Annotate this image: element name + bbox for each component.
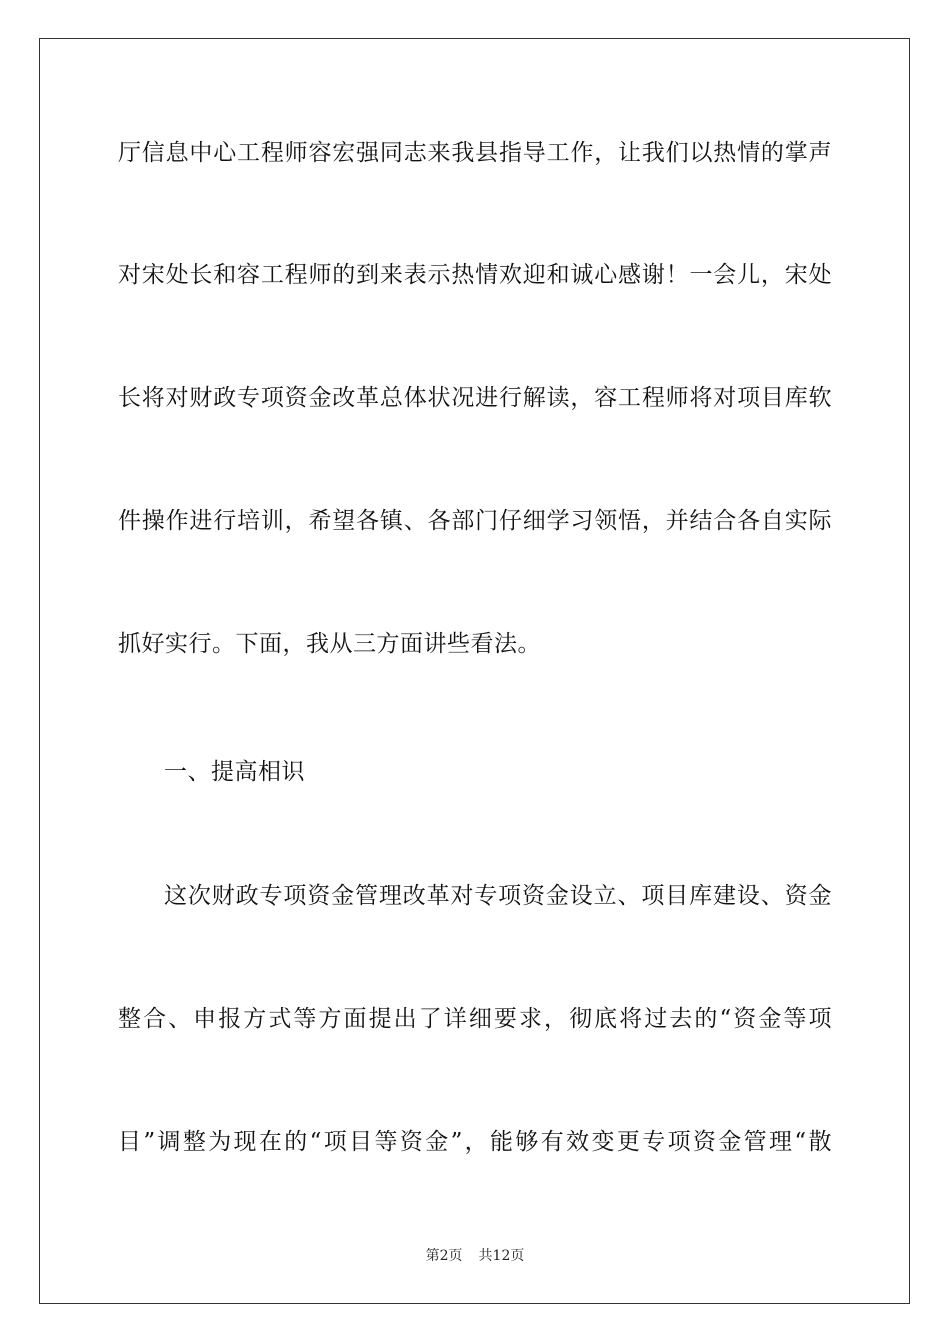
page-border: [39, 38, 910, 1304]
section-heading: 一、提高相识: [164, 759, 305, 785]
paragraph-1-line-3: 长将对财政专项资金改革总体状况进行解读，容工程师将对项目库软: [118, 385, 832, 411]
page-number: 第2页: [425, 1248, 463, 1264]
paragraph-2-line-3: 目”调整为现在的“项目等资金”，能够有效变更专项资金管理“散: [118, 1129, 832, 1155]
paragraph-2-line-1: 这次财政专项资金管理改革对专项资金设立、项目库建设、资金: [164, 883, 832, 909]
paragraph-1-line-2: 对宋处长和容工程师的到来表示热情欢迎和诚心感谢！一会儿，宋处: [118, 262, 832, 288]
paragraph-1-line-1: 厅信息中心工程师容宏强同志来我县指导工作，让我们以热情的掌声: [118, 140, 832, 166]
paragraph-1-line-5: 抓好实行。下面，我从三方面讲些看法。: [118, 631, 541, 657]
page-footer: [0, 1247, 950, 1265]
paragraph-2-line-2: 整合、申报方式等方面提出了详细要求，彻底将过去的“资金等项: [118, 1006, 832, 1032]
page-total: 共12页: [478, 1248, 525, 1264]
paragraph-1-line-4: 件操作进行培训，希望各镇、各部门仔细学习领悟，并结合各自实际: [118, 508, 832, 534]
